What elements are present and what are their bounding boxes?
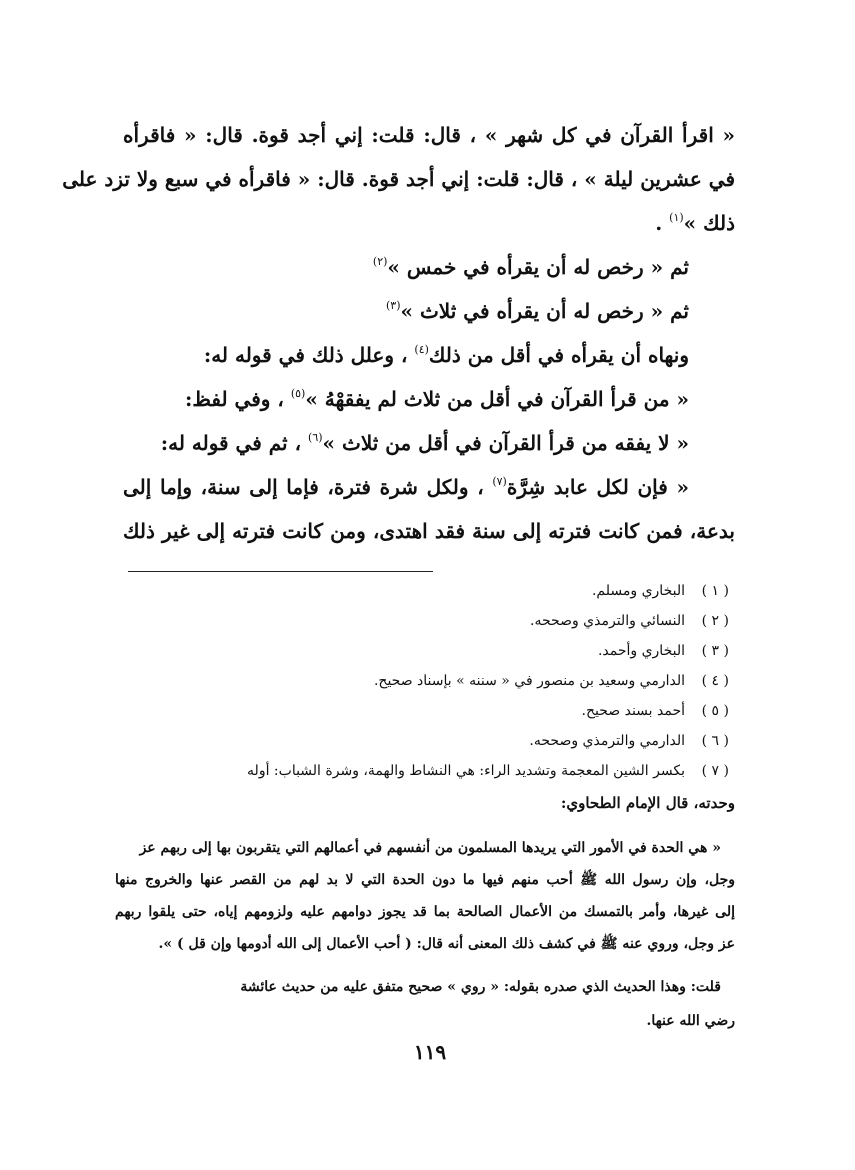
body-text: ذلك »: [683, 211, 735, 235]
body-text: « اقرأ القرآن في كل شهر » ، قال: قلت: إني أجد قوة. قال: « فاقرأه: [123, 123, 735, 147]
footnote-ref: (٤): [414, 343, 429, 356]
quote-line: وجل، وإن رسول الله ﷺ أحب منهم فيها ما دون الحدة التي لا بد لهم من القصر عنها والخروج منها: [115, 872, 735, 888]
body-line: [123, 289, 735, 333]
footnote-text: البخاري وأحمد.: [597, 643, 685, 659]
body-line: [123, 113, 735, 157]
footnote: [115, 576, 735, 606]
body-line: [123, 333, 735, 377]
body-text: بدعة، فمن كانت فترته إلى سنة فقد اهتدى، ومن كانت فترته إلى غير ذلك: [123, 519, 735, 543]
footnote-number: ( ٥ ): [701, 703, 729, 719]
body-line: [123, 245, 735, 289]
footnote: [115, 696, 735, 726]
note-line: قلت: وهذا الحديث الذي صدره بقوله: « روي » صحيح متفق عليه من حديث عائشة: [240, 979, 721, 995]
quote-line: « هي الحدة في الأمور التي يريدها المسلمون من أنفسهم في أعمالهم التي يتقربون بها إلى ربهم عز: [139, 840, 721, 856]
body-line: [123, 201, 735, 245]
footnote-text: الدارمي وسعيد بن منصور في « سننه » بإسناد صحيح.: [373, 673, 685, 689]
footnote-text: الدارمي والترمذي وصححه.: [529, 733, 685, 749]
footnote-continuation: وحدته، قال الإمام الطحاوي:: [560, 794, 735, 812]
body-text: .: [655, 211, 663, 235]
footnote-text: البخاري ومسلم.: [591, 583, 685, 599]
body-line: [123, 421, 735, 465]
body-text: ، وفي لفظ:: [184, 387, 284, 411]
body-line: [62, 157, 735, 201]
footnote: [115, 726, 735, 756]
footnote-number: ( ٦ ): [701, 733, 729, 749]
footnote-number: ( ٧ ): [701, 763, 729, 779]
footnote: [115, 756, 735, 786]
footnotes-section: [115, 576, 735, 1038]
footnote-number: ( ١ ): [701, 583, 729, 599]
footnote-number: ( ٤ ): [701, 673, 729, 689]
body-line: [123, 465, 735, 509]
body-line: [123, 509, 735, 553]
footnote-text: أحمد بسند صحيح.: [581, 703, 685, 719]
body-text: ، ولكل شرة فترة، فإما إلى سنة، وإما إلى: [123, 475, 484, 499]
footnote-number: ( ٢ ): [701, 613, 729, 629]
body-line: [123, 377, 735, 421]
footnote-ref: (١): [669, 211, 684, 224]
footnote-ref: (٥): [290, 387, 306, 400]
footnote-number: ( ٣ ): [701, 643, 729, 659]
footnote-ref: (٦): [308, 431, 323, 444]
page-number: ١١٩: [413, 1040, 447, 1064]
body-text: ثم « رخص له أن يقرأه في خمس »: [387, 255, 689, 279]
body-text: ونهاه أن يقرأه في أقل من ذلك: [428, 343, 689, 367]
footnote: [115, 636, 735, 666]
body-text: في عشرين ليلة » ، قال: قلت: إني أجد قوة. قال: « فاقرأه في سبع ولا تزد على: [62, 167, 735, 191]
quote-line: إلى غيرها، وأمر بالتمسك من الأعمال الصالحة بما قد يجوز دوامهم عليه ولزومهم إياه، حتى يلقوا ربهم: [115, 904, 735, 920]
footnote-text: النسائي والترمذي وصححه.: [530, 613, 685, 629]
body-text: ، ثم في قوله له:: [160, 431, 302, 455]
note-line: رضي الله عنها.: [646, 1013, 735, 1029]
footnote-ref: (٣): [386, 299, 401, 312]
footnote-ref: (٢): [372, 255, 388, 268]
body-text: « لا يفقه من قرأ القرآن في أقل من ثلاث »: [322, 431, 689, 455]
body-text: « من قرأ القرآن في أقل من ثلاث لم يفقهْهُ »: [305, 387, 689, 411]
footnote-ref: (٧): [492, 475, 507, 488]
footnote-text: بكسر الشين المعجمة وتشديد الراء: هي النشاط والهمة، وشرة الشباب: أوله: [247, 763, 685, 779]
body-text: ثم « رخص له أن يقرأه في ثلاث »: [400, 299, 689, 323]
main-text: [62, 113, 735, 553]
footnote-divider: [128, 571, 433, 572]
footnote: [115, 606, 735, 636]
footnote: [115, 666, 735, 696]
body-text: ، وعلل ذلك في قوله له:: [203, 343, 408, 367]
quote-line: عز وجل، وروي عنه ﷺ في كشف ذلك المعنى أنه قال: ( أحب الأعمال إلى الله أدومها وإن قل ) ».: [158, 936, 735, 952]
body-text: « فإن لكل عابد شِرَّة: [506, 475, 689, 499]
